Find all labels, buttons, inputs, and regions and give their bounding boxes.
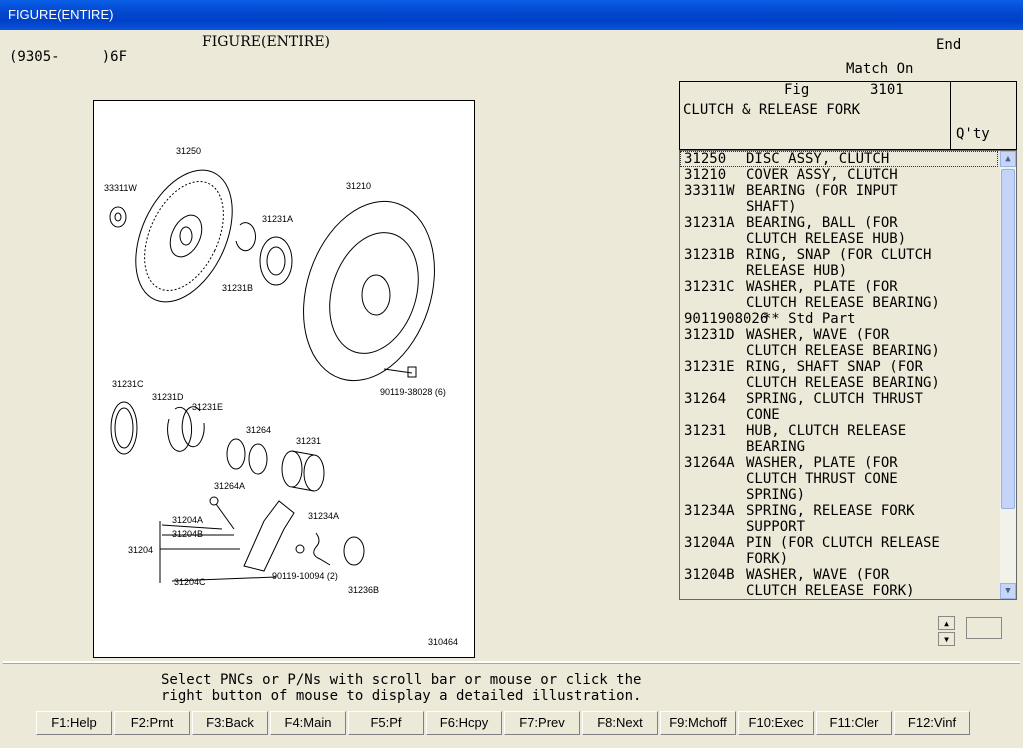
fig-label: Fig — [784, 82, 810, 98]
model-code: (9305- )6F — [9, 49, 128, 65]
fkey-f3-button[interactable]: F3:Back — [192, 711, 268, 735]
part-description: BEARING (FOR INPUT SHAFT) — [746, 183, 898, 215]
callout-31204b[interactable]: 31204B — [172, 529, 204, 539]
callout-std-bolt[interactable]: 90119-38028 (6) — [380, 387, 446, 397]
parts-list-item[interactable] — [680, 311, 998, 327]
parts-list-item[interactable] — [680, 279, 998, 311]
fkey-f10-button[interactable]: F10:Exec — [738, 711, 814, 735]
part-pnc: 9011908026 — [684, 311, 769, 327]
scroll-thumb[interactable] — [1001, 169, 1015, 509]
part-pnc: 31231B — [684, 247, 735, 263]
chevron-up-icon: ▲ — [1005, 154, 1011, 164]
spin-down-button[interactable] — [938, 632, 955, 646]
main-content — [3, 30, 1020, 661]
fkey-f9-button[interactable]: F9:Mchoff — [660, 711, 736, 735]
match-status: Match On — [846, 61, 914, 77]
arrow-up-icon: ▲ — [944, 618, 949, 628]
part-description: HUB, CLUTCH RELEASE BEARING — [746, 423, 907, 455]
fkey-f8-button[interactable]: F8:Next — [582, 711, 658, 735]
callout-31231a[interactable]: 31231A — [262, 214, 294, 224]
part-pnc: 31231 — [684, 423, 727, 439]
part-description: RING, SNAP (FOR CLUTCH RELEASE HUB) — [746, 247, 932, 279]
part-pnc: 31250 — [684, 151, 727, 167]
exploded-view-diagram[interactable] — [94, 101, 474, 657]
fkey-f4-button[interactable]: F4:Main — [270, 711, 346, 735]
parts-list[interactable] — [679, 150, 1017, 600]
callout-31264a[interactable]: 31264A — [214, 481, 246, 491]
quantity-field[interactable] — [966, 617, 1002, 639]
parts-list-item[interactable] — [680, 151, 998, 167]
arrow-down-icon: ▼ — [944, 634, 949, 644]
fkey-f1-button[interactable]: F1:Help — [36, 711, 112, 735]
part-pnc: 33311W — [684, 183, 735, 199]
parts-list-item[interactable] — [680, 359, 998, 391]
fkey-f5-button[interactable]: F5:Pf — [348, 711, 424, 735]
callout-31231c[interactable]: 31231C — [112, 379, 144, 389]
title-bar — [0, 0, 1023, 30]
figure-header-box — [679, 81, 1017, 150]
callout-31204c[interactable]: 31204C — [174, 577, 206, 587]
fkey-f6-button[interactable]: F6:Hcpy — [426, 711, 502, 735]
quantity-spinner[interactable] — [938, 616, 955, 646]
part-pnc: 31210 — [684, 167, 727, 183]
status-bar — [3, 661, 1020, 747]
status-line-2: right button of mouse to display a detailed illustration. — [161, 688, 642, 704]
callout-31250[interactable]: 31250 — [176, 146, 202, 156]
part-description: DISC ASSY, CLUTCH — [746, 151, 890, 167]
part-description: WASHER, WAVE (FOR CLUTCH RELEASE FORK) — [746, 567, 915, 599]
fkey-f2-button[interactable]: F2:Prnt — [114, 711, 190, 735]
callout-31204a[interactable]: 31204A — [172, 515, 204, 525]
callout-31231d[interactable]: 31231D — [152, 392, 184, 402]
part-pnc: 31231C — [684, 279, 735, 295]
fig-title: CLUTCH & RELEASE FORK — [683, 102, 861, 118]
part-pnc: 31204A — [684, 535, 735, 551]
parts-list-item[interactable] — [680, 423, 998, 455]
fkey-f7-button[interactable]: F7:Prev — [504, 711, 580, 735]
fkey-f11-button[interactable]: F11:Cler — [816, 711, 892, 735]
parts-list-item[interactable] — [680, 215, 998, 247]
part-pnc: 31204B — [684, 567, 735, 583]
part-description: WASHER, WAVE (FOR CLUTCH RELEASE BEARING) — [746, 327, 940, 359]
column-divider — [950, 82, 951, 149]
callout-33311w[interactable]: 33311W — [104, 183, 137, 193]
callout-31236b[interactable]: 31236B — [348, 585, 380, 595]
part-pnc: 31264 — [684, 391, 727, 407]
parts-list-item[interactable] — [680, 327, 998, 359]
callout-31231b[interactable]: 31231B — [222, 283, 254, 293]
parts-list-item[interactable] — [680, 535, 998, 567]
parts-list-item[interactable] — [680, 391, 998, 423]
fig-number: 3101 — [870, 82, 904, 98]
status-line-1: Select PNCs or P/Ns with scroll bar or mouse or click the — [161, 672, 642, 688]
callout-31231e[interactable]: 31231E — [192, 402, 224, 412]
parts-list-item[interactable] — [680, 167, 998, 183]
part-pnc: 31234A — [684, 503, 735, 519]
illustration-number: 310464 — [428, 637, 459, 647]
fkey-f12-button[interactable]: F12:Vinf — [894, 711, 970, 735]
callout-31231[interactable]: 31231 — [296, 436, 322, 446]
part-description: COVER ASSY, CLUTCH — [746, 167, 898, 183]
part-description: WASHER, PLATE (FOR CLUTCH THRUST CONE SPRING) — [746, 455, 898, 503]
window-title: FIGURE(ENTIRE) — [8, 7, 114, 22]
page-heading: FIGURE(ENTIRE) — [202, 34, 331, 50]
parts-list-item[interactable] — [680, 247, 998, 279]
callout-31234a[interactable]: 31234A — [308, 511, 340, 521]
parts-list-scrollbar[interactable] — [1000, 151, 1016, 599]
part-pnc: 31231A — [684, 215, 735, 231]
parts-list-item[interactable] — [680, 455, 998, 503]
spin-up-button[interactable] — [938, 616, 955, 630]
chevron-down-icon: ▼ — [1005, 586, 1011, 596]
parts-list-item[interactable] — [680, 567, 998, 599]
part-description: PIN (FOR CLUTCH RELEASE FORK) — [746, 535, 940, 567]
part-description: WASHER, PLATE (FOR CLUTCH RELEASE BEARING) — [746, 279, 940, 311]
part-description: SPRING, RELEASE FORK SUPPORT — [746, 503, 915, 535]
part-description: RING, SHAFT SNAP (FOR CLUTCH RELEASE BEARING) — [746, 359, 940, 391]
parts-list-rows — [680, 151, 998, 599]
end-indicator: End — [936, 37, 962, 53]
parts-list-item[interactable] — [680, 503, 998, 535]
scroll-down-button[interactable] — [1000, 583, 1016, 599]
callout-31204[interactable]: 31204 — [128, 545, 154, 555]
function-key-bar — [36, 711, 972, 735]
parts-list-item[interactable] — [680, 183, 998, 215]
callout-std-bolt-2[interactable]: 90119-10094 (2) — [272, 571, 338, 581]
qty-header: Q'ty — [956, 126, 990, 142]
part-pnc: 31231E — [684, 359, 735, 375]
part-pnc: 31231D — [684, 327, 735, 343]
part-description: SPRING, CLUTCH THRUST CONE — [746, 391, 924, 423]
part-description: ** Std Part — [746, 311, 856, 327]
part-pnc: 31264A — [684, 455, 735, 471]
scroll-up-button[interactable] — [1000, 151, 1016, 167]
callout-31210[interactable]: 31210 — [346, 181, 372, 191]
callout-31264[interactable]: 31264 — [246, 425, 272, 435]
parts-illustration[interactable] — [93, 100, 475, 658]
part-description: BEARING, BALL (FOR CLUTCH RELEASE HUB) — [746, 215, 907, 247]
